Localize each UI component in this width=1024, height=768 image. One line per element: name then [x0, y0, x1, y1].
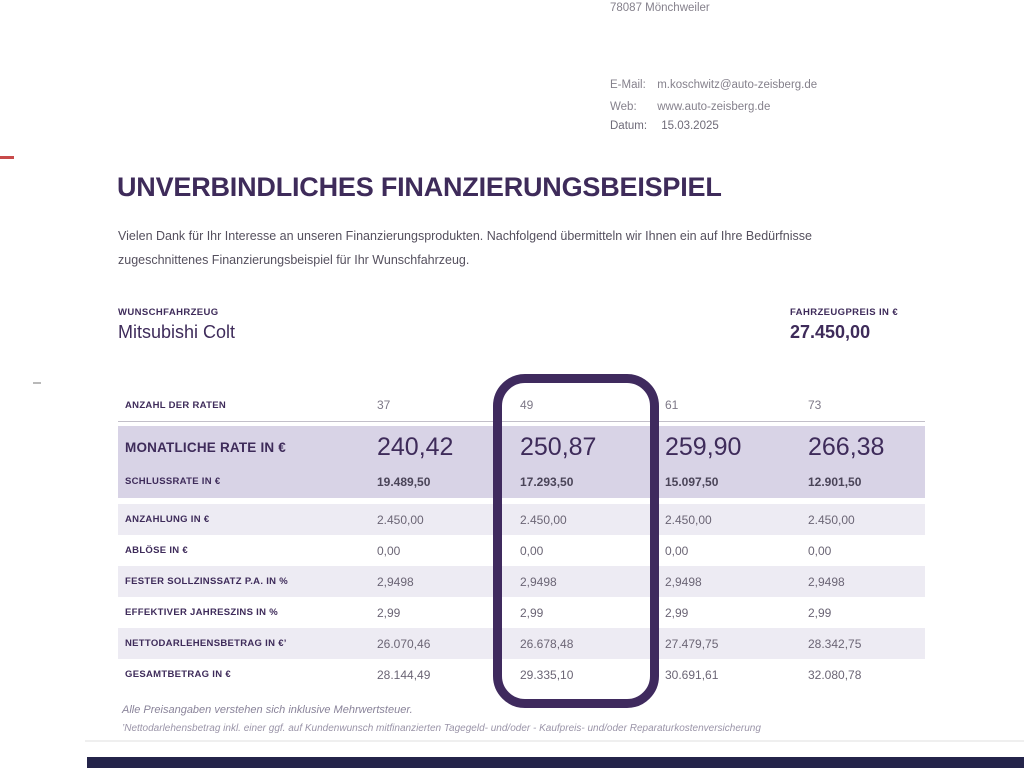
row-value: 2,9498 — [665, 574, 702, 589]
sender-city: 78087 Mönchweiler — [610, 2, 710, 14]
vehicle-price-value: 27.450,00 — [790, 322, 871, 342]
footer-bar — [87, 757, 1024, 768]
row-value: 2.450,00 — [520, 512, 567, 527]
scan-artifact-red-dash — [0, 156, 14, 159]
date-label: Datum: — [610, 120, 648, 132]
row-value: 2,99 — [377, 605, 401, 620]
table-row — [118, 535, 925, 566]
row-value: 73 — [808, 398, 822, 412]
web-value: www.auto-zeisberg.de — [657, 101, 771, 113]
email-label: E-Mail: — [610, 79, 646, 91]
row-value: 26.070,46 — [377, 636, 431, 651]
row-label: EFFEKTIVER JAHRESZINS IN % — [125, 607, 278, 618]
row-value: 2.450,00 — [665, 512, 712, 527]
page-title: UNVERBINDLICHES FINANZIERUNGSBEISPIEL — [117, 172, 722, 202]
row-label: SCHLUSSRATE IN € — [125, 476, 221, 487]
row-value: 259,90 — [665, 432, 742, 461]
row-value: 266,38 — [808, 432, 885, 461]
row-value: 2,99 — [808, 605, 832, 620]
row-value: 2,99 — [665, 605, 689, 620]
row-value: 49 — [520, 398, 534, 412]
row-value: 30.691,61 — [665, 667, 719, 682]
row-value: 2.450,00 — [377, 512, 424, 527]
row-value: 37 — [377, 398, 391, 412]
scan-artifact-gray-tick — [33, 382, 41, 384]
row-value: 2,9498 — [520, 574, 557, 589]
row-value: 2,99 — [520, 605, 544, 620]
vehicle-name: Mitsubishi Colt — [118, 322, 236, 342]
contact-block — [610, 74, 817, 118]
row-value: 2,9498 — [808, 574, 845, 589]
row-value: 0,00 — [808, 543, 832, 558]
row-label: ABLÖSE IN € — [125, 545, 188, 556]
row-value: 250,87 — [520, 432, 597, 461]
row-label: GESAMTBETRAG IN € — [125, 669, 231, 680]
row-value: 32.080,78 — [808, 667, 862, 682]
table-row — [118, 426, 925, 468]
row-label: ANZAHL DER RATEN — [125, 399, 227, 411]
row-value: 240,42 — [377, 432, 454, 461]
row-value: 2.450,00 — [808, 512, 855, 527]
footnote-vat: Alle Preisangaben verstehen sich inklusive Mehrwertsteuer. — [122, 704, 413, 716]
row-value: 17.293,50 — [520, 474, 574, 489]
web-line — [610, 96, 817, 118]
row-value: 2,9498 — [377, 574, 414, 589]
table-divider — [118, 421, 925, 422]
table-row — [118, 468, 925, 498]
row-value: 19.489,50 — [377, 474, 431, 489]
vehicle-price-label: FAHRZEUGPREIS IN € — [790, 307, 899, 318]
page-edge-line — [85, 740, 1024, 742]
row-value: 26.678,48 — [520, 636, 574, 651]
row-label: NETTODARLEHENSBETRAG IN €’ — [125, 638, 287, 649]
row-value: 61 — [665, 398, 679, 412]
row-label: MONATLICHE RATE IN € — [125, 439, 286, 455]
table-row — [118, 566, 925, 597]
row-value: 0,00 — [377, 543, 401, 558]
row-value: 27.479,75 — [665, 636, 719, 651]
table-row — [118, 628, 925, 659]
table-row — [118, 659, 925, 690]
date-line — [610, 120, 719, 132]
vehicle-label: WUNSCHFAHRZEUG — [118, 307, 219, 318]
table-header-row — [118, 390, 925, 420]
row-value: 12.901,50 — [808, 474, 862, 489]
finance-table — [118, 390, 925, 690]
row-value: 28.342,75 — [808, 636, 862, 651]
intro-paragraph: Vielen Dank für Ihr Interesse an unseren Finanzierungsprodukten. Nachfolgend übermitteln wir Ihnen ein auf Ihre Bedürfnisse zugeschnittenes Finanzierungsbeispiel für Ihr Wunschfahrzeug. — [118, 229, 812, 267]
row-value: 0,00 — [520, 543, 544, 558]
footnote-net-loan: ’Nettodarlehensbetrag inkl. einer ggf. auf Kundenwunsch mitfinanzierten Tagegeld- und/oder - Kaufpreis- und/oder Reparaturkostenversicherung — [122, 723, 761, 734]
date-value: 15.03.2025 — [661, 120, 719, 132]
row-value: 15.097,50 — [665, 474, 719, 489]
table-row — [118, 597, 925, 628]
email-value: m.koschwitz@auto-zeisberg.de — [657, 79, 818, 91]
table-row — [118, 504, 925, 535]
row-label: ANZAHLUNG IN € — [125, 514, 210, 525]
web-label: Web: — [610, 101, 637, 113]
row-label: FESTER SOLLZINSSATZ P.A. IN % — [125, 576, 289, 587]
row-value: 28.144,49 — [377, 667, 431, 682]
email-line — [610, 74, 817, 96]
row-value: 29.335,10 — [520, 667, 574, 682]
row-value: 0,00 — [665, 543, 689, 558]
